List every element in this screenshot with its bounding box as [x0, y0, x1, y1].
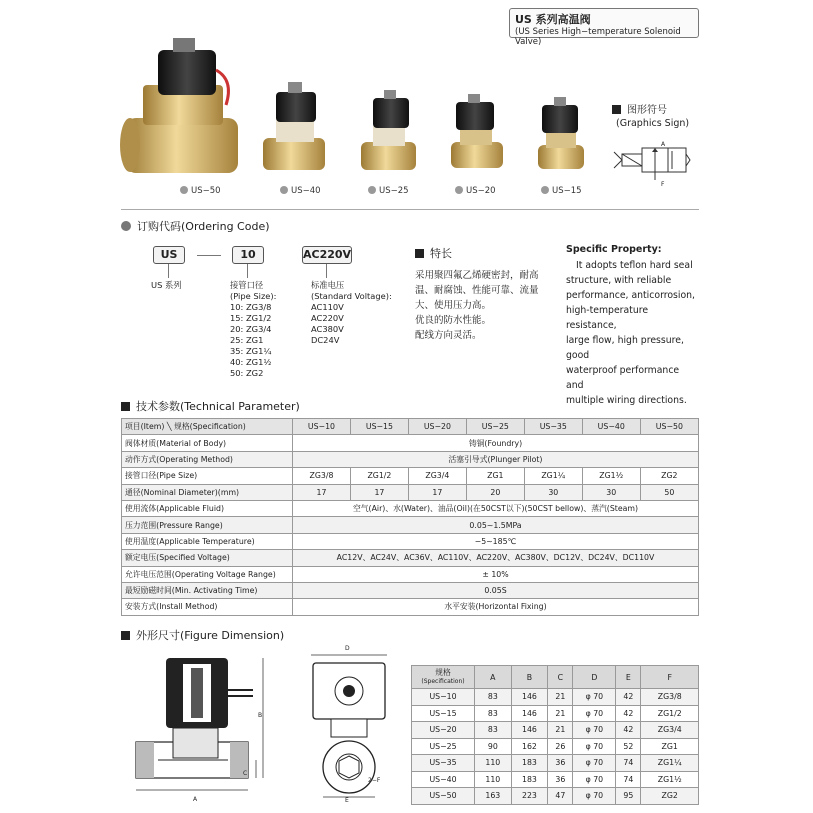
ordering-heading: 订购代码(Ordering Code) — [121, 218, 270, 234]
bullet-icon — [541, 186, 549, 194]
table-row: 额定电压(Specified Voltage) AC12V、AC24V、AC36V、AC110V、AC220V、AC380V、DC12V、DC24V、DC110V — [122, 550, 699, 566]
valve-us50-image — [120, 38, 238, 173]
dim-label-b: B — [258, 712, 263, 719]
technical-table — [121, 418, 699, 616]
table-row: 动作方式(Operating Method) 活塞引导式(Plunger Pilot) — [122, 451, 699, 467]
bullet-icon — [455, 186, 463, 194]
valve-photos — [118, 30, 608, 200]
specific-text: It adopts teflon hard seal structure, with reliable performance, anticorrosion, high-temperature resistance, large flow, high pressure, good waterproof performance and multiple wiring directions. — [566, 260, 695, 406]
valve-caption: US−50 — [180, 186, 221, 196]
table-row: 阀体材质(Material of Body) 铸铜(Foundry) — [122, 435, 699, 451]
bullet-icon — [368, 186, 376, 194]
table-row: 安装方式(Install Method) 水平安装(Horizontal Fixing) — [122, 599, 699, 615]
dim-label-2f: 2−F — [368, 777, 381, 784]
divider — [121, 209, 699, 210]
front-view-drawing — [305, 645, 395, 805]
square-bullet-icon — [612, 105, 621, 114]
connector-line — [326, 264, 327, 278]
valve-us25-image — [361, 90, 416, 170]
table-row: US−25 90 162 26 φ 70 52 ZG1 — [412, 738, 699, 755]
table-row: 压力范围(Pressure Range) 0.05∼1.5MPa — [122, 517, 699, 533]
graphics-sign-en: (Graphics Sign) — [616, 118, 690, 129]
bullet-icon — [180, 186, 188, 194]
valve-symbol-icon — [612, 142, 692, 190]
port-a-label: A — [661, 141, 666, 148]
code-size-box: 10 — [232, 246, 264, 264]
table-row: 允许电压范围(Operating Voltage Range) ± 10% — [122, 566, 699, 582]
code-voltage-box: AC220V — [302, 246, 352, 264]
dimension-table — [411, 665, 699, 805]
circle-bullet-icon — [121, 221, 131, 231]
table-row: 使用温度(Applicable Temperature) −5∼185℃ — [122, 533, 699, 549]
valve-caption: US−25 — [368, 186, 409, 196]
valve-us15-image — [538, 97, 584, 169]
valve-caption: US−15 — [541, 186, 582, 196]
bullet-icon — [280, 186, 288, 194]
table-row: US−50 163 223 47 φ 70 95 ZG2 — [412, 788, 699, 805]
technical-heading: 技术参数(Technical Parameter) — [121, 398, 300, 414]
valve-caption: US−20 — [455, 186, 496, 196]
table-row: 使用流体(Applicable Fluid) 空气(Air)、水(Water)、油品(Oil)(在50CST以下)(50CST bellow)、蒸汽(Steam) — [122, 500, 699, 516]
table-row: US−15 83 146 21 φ 70 42 ZG1/2 — [412, 705, 699, 722]
table-row: US−35 110 183 36 φ 70 74 ZG1¼ — [412, 755, 699, 772]
dim-label-d: D — [345, 645, 350, 652]
features-text: 采用聚四氟乙烯硬密封，耐高 温、耐腐蚀、性能可靠、流量 大、使用压力高。 优良的防水性能。 配线方向灵活。 — [415, 270, 539, 341]
table-row: US−20 83 146 21 φ 70 42 ZG3/4 — [412, 722, 699, 739]
table-row: 接管口径(Pipe Size) ZG3/8 ZG1/2 ZG3/4 ZG1 ZG1¼ ZG1½ ZG2 — [122, 468, 699, 484]
voltage-list: 标准电压 (Standard Voltage): AC110V AC220V AC380V DC24V — [311, 280, 392, 345]
specific-heading: Specific Property: — [566, 244, 662, 255]
dimension-heading: 外形尺寸(Figure Dimension) — [121, 627, 284, 643]
title-cn: US 系列高温阀 — [515, 13, 591, 26]
valve-us40-image — [263, 82, 325, 170]
pipe-size-list: 接管口径 (Pipe Size): 10: ZG3/8 15: ZG1/2 20: ZG3/4 25: ZG1 35: ZG1¼ 40: ZG1½ 50: ZG2 — [230, 280, 277, 378]
table-row: 通径(Nominal Diameter)(mm) 17 17 17 20 30 30 50 — [122, 484, 699, 500]
dim-label-e: E — [345, 797, 349, 804]
table-row: US−10 83 146 21 φ 70 42 ZG3/8 — [412, 689, 699, 706]
series-label: US 系列 — [151, 280, 182, 290]
dim-label-a: A — [193, 796, 198, 803]
port-f-label: F — [661, 181, 665, 188]
square-bullet-icon — [121, 631, 130, 640]
features-heading: 特长 — [415, 245, 452, 261]
square-bullet-icon — [415, 249, 424, 258]
title-en: (US Series High−temperature Solenoid Valve) — [515, 27, 681, 47]
code-series-box: US — [153, 246, 185, 264]
valve-us20-image — [451, 94, 503, 168]
table-header-row: 项目(Item) ╲ 规格(Specification) US−10 US−15 US−20 US−25 US−35 US−40 US−50 — [122, 419, 699, 435]
connector-line — [247, 264, 248, 278]
square-bullet-icon — [121, 402, 130, 411]
table-header-row: 规格 (Specification) A B C D E F — [412, 666, 699, 689]
graphics-sign-heading: 图形符号 — [612, 101, 667, 116]
code-dash — [197, 255, 221, 256]
valve-caption: US−40 — [280, 186, 321, 196]
connector-line — [168, 264, 169, 278]
cross-section-drawing — [128, 650, 278, 800]
table-row: 最短励磁时间(Min. Activating Time) 0.05S — [122, 582, 699, 598]
dim-label-c: C — [243, 770, 248, 777]
table-row: US−40 110 183 36 φ 70 74 ZG1½ — [412, 771, 699, 788]
